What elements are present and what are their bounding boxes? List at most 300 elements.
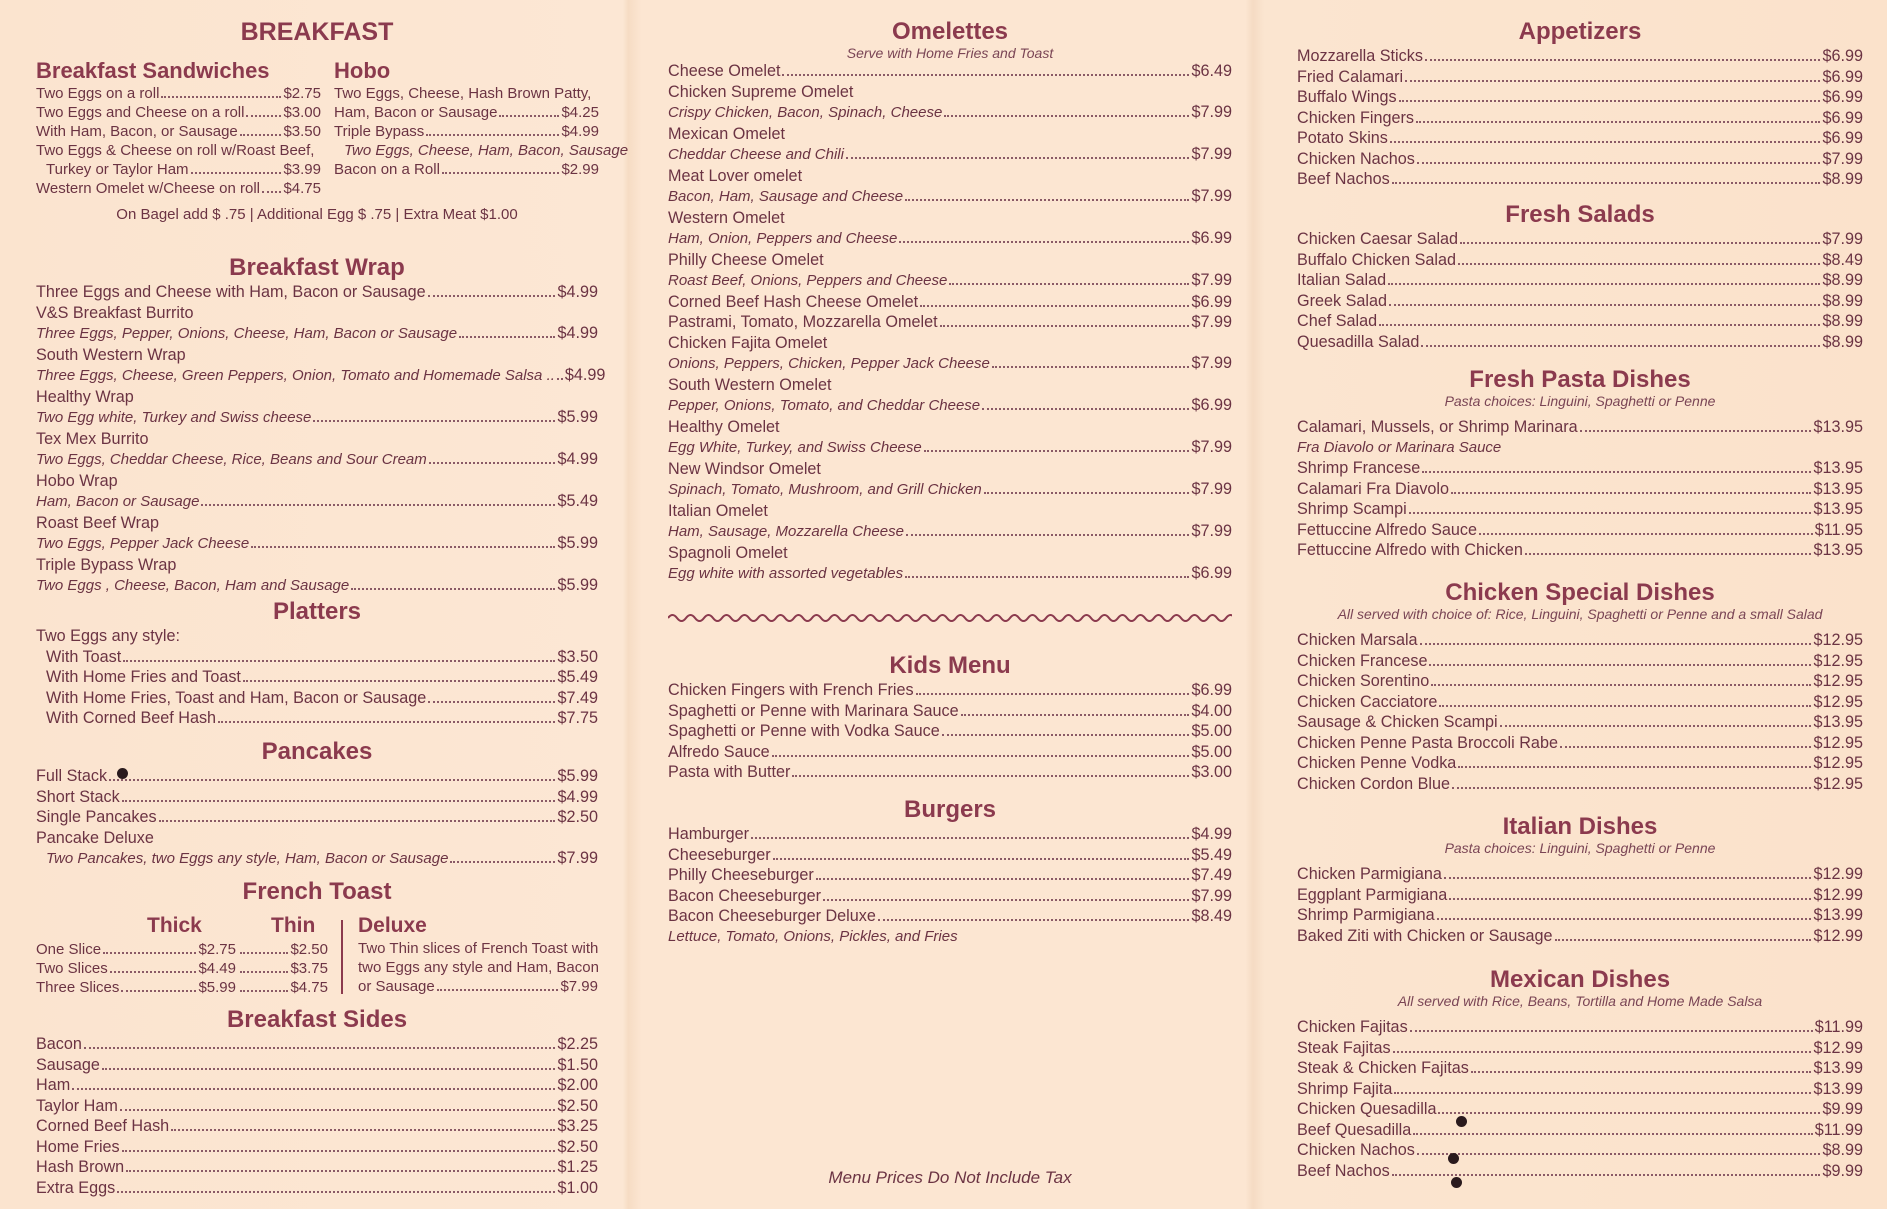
- leader-dots: [772, 755, 1190, 757]
- menu-item: [36, 1034, 598, 1055]
- item-name: Taylor Ham: [36, 1096, 118, 1115]
- leader-dots: [1421, 345, 1820, 347]
- item-price: $3.50: [557, 647, 598, 666]
- item-name: Turkey or Taylor Ham: [46, 161, 189, 178]
- item-name: With Home Fries and Toast: [46, 668, 241, 686]
- menu-item: [36, 787, 598, 808]
- menu-item: [1297, 885, 1863, 906]
- item-price: $5.99: [557, 534, 598, 552]
- menu-item: [1297, 46, 1863, 67]
- leader-dots: [262, 191, 281, 193]
- leader-dots: [313, 420, 555, 422]
- item-name: Chicken Cordon Blue: [1297, 774, 1450, 793]
- french-toast-thin-header: Thin: [271, 914, 316, 937]
- leader-dots: [782, 74, 1189, 76]
- item-name: Chicken Fajitas: [1297, 1018, 1408, 1036]
- item-price: $9.99: [1822, 1161, 1863, 1180]
- item-name: Chicken Nachos: [1297, 149, 1415, 168]
- menu-item: [668, 824, 1232, 845]
- item-name: Fettuccine Alfredo with Chicken: [1297, 541, 1523, 559]
- menu-item: [1297, 1058, 1863, 1079]
- omelettes-list: [668, 61, 1232, 585]
- item-price: $2.50: [557, 1096, 598, 1115]
- menu-item-description: [668, 102, 1232, 124]
- item-name: Spagnoli Omelet: [668, 543, 788, 562]
- item-name: Italian Salad: [1297, 271, 1387, 289]
- menu-item: [36, 1157, 598, 1178]
- item-name: Chicken Fajita Omelet: [668, 333, 828, 352]
- item-name: Beef Nachos: [1297, 170, 1390, 188]
- menu-item-description: [36, 533, 598, 555]
- item-price: $6.99: [1191, 564, 1232, 582]
- item-name: Beef Quesadilla: [1297, 1120, 1412, 1139]
- menu-item-description: [36, 407, 598, 429]
- leader-dots: [773, 858, 1190, 860]
- leader-dots: [122, 800, 556, 802]
- item-price: $7.99: [1191, 354, 1232, 372]
- item-price: $3.25: [557, 1117, 598, 1135]
- menu-item: [668, 906, 1232, 927]
- item-price: $8.49: [1822, 250, 1863, 269]
- item-price: $6.99: [1191, 229, 1232, 247]
- item-price: $6.99: [1822, 88, 1863, 106]
- leader-dots: [1410, 1030, 1813, 1032]
- french-toast-row: [36, 959, 236, 978]
- item-name: Ham, Sausage, Mozzarella Cheese: [668, 523, 904, 540]
- item-name: Western Omelet w/Cheese on roll: [36, 180, 260, 197]
- pancake-deluxe-price: $7.99: [557, 849, 598, 867]
- item-price: $4.99: [557, 450, 598, 468]
- menu-item: [46, 708, 598, 729]
- item-name: Mexican Omelet: [668, 124, 785, 143]
- leader-dots: [459, 336, 555, 338]
- leader-dots: [916, 693, 1190, 695]
- leader-dots: [126, 1170, 555, 1172]
- item-name: Ham, Bacon or Sausage: [36, 493, 200, 510]
- item-price: $1.50: [557, 1055, 598, 1074]
- leader-dots: [240, 134, 282, 136]
- item-price: $7.75: [557, 709, 598, 727]
- menu-item: [36, 1178, 598, 1199]
- item-name: Chicken Sorentino: [1297, 672, 1430, 690]
- menu-item: [1297, 520, 1863, 541]
- item-price: $5.00: [1191, 742, 1232, 761]
- leader-dots: [103, 952, 196, 954]
- item-price: $5.49: [557, 492, 598, 510]
- breakfast-wrap-title: Breakfast Wrap: [229, 254, 405, 281]
- pancakes-title: Pancakes: [261, 738, 373, 765]
- item-name: Short Stack: [36, 787, 120, 806]
- kids-menu-list: [668, 680, 1232, 783]
- burgers-section: [668, 796, 1232, 947]
- menu-item-description: [668, 521, 1232, 543]
- item-price: $12.95: [1813, 774, 1863, 793]
- leader-dots: [1394, 1092, 1811, 1094]
- menu-item: [1297, 1017, 1863, 1038]
- menu-item: [668, 680, 1232, 701]
- item-name: Potato Skins: [1297, 129, 1388, 147]
- item-name: Eggplant Parmigiana: [1297, 885, 1448, 904]
- triple-bypass-desc: Two Eggs, Cheese, Ham, Bacon, Sausage: [344, 142, 629, 159]
- leader-dots: [426, 134, 559, 136]
- leader-dots: [992, 366, 1190, 368]
- platters-title: Platters: [272, 598, 362, 625]
- leader-dots: [899, 241, 1189, 243]
- menu-item-description: [668, 270, 1232, 292]
- leader-dots: [1422, 471, 1811, 473]
- leader-dots: [905, 199, 1189, 201]
- item-name: Steak & Chicken Fajitas: [1297, 1059, 1469, 1077]
- leader-dots: [1392, 1174, 1821, 1176]
- item-name: Chef Salad: [1297, 312, 1378, 330]
- item-name: Three Eggs and Cheese with Ham, Bacon or Sausage: [36, 283, 426, 301]
- item-name: Pastrami, Tomato, Mozzarella Omelet: [668, 313, 938, 331]
- menu-item: [1297, 332, 1863, 353]
- menu-item: [668, 865, 1232, 886]
- item-name: Roast Beef Wrap: [36, 513, 159, 532]
- item-name: Chicken Fingers with French Fries: [668, 681, 914, 699]
- french-toast-deluxe-header: Deluxe: [358, 914, 427, 937]
- breakfast-sides-list: [36, 1034, 598, 1198]
- item-price: $4.99: [557, 283, 598, 301]
- menu-item: [1297, 1079, 1863, 1100]
- item-name: Steak Fajitas: [1297, 1038, 1391, 1057]
- leader-dots: [102, 1068, 556, 1070]
- leader-dots: [1555, 939, 1812, 941]
- item-name: Chicken Caesar Salad: [1297, 230, 1459, 248]
- item-price: $7.99: [1191, 187, 1232, 205]
- item-price: $7.99: [1822, 230, 1863, 248]
- item-price: $3.50: [283, 123, 321, 140]
- burgers-title: Burgers: [903, 796, 997, 823]
- menu-item: [668, 721, 1232, 742]
- mexican-list: [1297, 1017, 1863, 1181]
- item-name: Spaghetti or Penne with Marinara Sauce: [668, 701, 959, 720]
- item-price: $12.99: [1813, 926, 1863, 945]
- menu-item: [1297, 87, 1863, 108]
- french-toast-row: [36, 978, 236, 997]
- menu-item-description: [668, 563, 1232, 585]
- hobo-line1: Two Eggs, Cheese, Hash Brown Patty,: [334, 85, 592, 102]
- item-name: Western Omelet: [668, 208, 785, 227]
- leader-dots: [792, 775, 1189, 777]
- item-price: $8.99: [1822, 271, 1863, 289]
- menu-item-description: [36, 491, 598, 513]
- platters-intro: Two Eggs any style:: [36, 627, 180, 645]
- divider-line: [341, 920, 343, 994]
- item-name: Hash Brown: [36, 1158, 125, 1176]
- menu-item: [1297, 270, 1863, 291]
- item-name: Philly Cheese Omelet: [668, 250, 824, 269]
- french-toast-deluxe-line2: two Eggs any style and Ham, Bacon: [358, 959, 599, 976]
- leader-dots: [117, 1191, 555, 1193]
- italian-list: [1297, 864, 1863, 946]
- item-name: Cheeseburger: [668, 845, 771, 864]
- item-price: $4.99: [557, 324, 598, 342]
- item-name: Two Egg white, Turkey and Swiss cheese: [36, 409, 312, 426]
- item-name: Pepper, Onions, Tomato, and Cheddar Cheese: [668, 397, 981, 414]
- menu-item-description: [668, 437, 1232, 459]
- item-name: Beef Nachos: [1297, 1161, 1390, 1180]
- item-name: Egg white with assorted vegetables: [668, 565, 904, 582]
- item-price: $4.75: [283, 180, 321, 197]
- leader-dots: [72, 1088, 555, 1090]
- leader-dots: [906, 534, 1190, 536]
- leader-dots: [984, 492, 1190, 494]
- wavy-divider: [668, 610, 1232, 626]
- item-price: $11.99: [1814, 1018, 1863, 1036]
- chicken-special-list: [1297, 630, 1863, 794]
- leader-dots: [240, 971, 288, 973]
- thick-price: $2.75: [198, 941, 236, 958]
- item-price: $7.99: [1191, 480, 1232, 498]
- leader-dots: [1399, 100, 1821, 102]
- french-toast-thin-cell: [238, 978, 328, 997]
- menu-item: [1297, 926, 1863, 947]
- french-toast-row: [36, 940, 236, 959]
- leader-dots: [122, 1150, 556, 1152]
- item-price: $2.00: [557, 1076, 598, 1094]
- pasta-first-desc: Fra Diavolo or Marinara Sauce: [1297, 438, 1502, 456]
- item-price: $7.99: [1822, 149, 1863, 168]
- menu-item: [36, 1137, 598, 1158]
- item-name: South Western Omelet: [668, 375, 832, 394]
- chicken-special-subtitle: All served with choice of: Rice, Linguini, Spaghetti or Penne and a small Salad: [1337, 606, 1823, 622]
- pancake-deluxe-desc: Two Pancakes, two Eggs any style, Ham, Bacon or Sausage: [46, 850, 449, 867]
- menu-item: [1297, 630, 1863, 651]
- leader-dots: [905, 576, 1189, 578]
- kids-menu-title: Kids Menu: [889, 652, 1011, 679]
- leader-dots: [1438, 1112, 1820, 1114]
- leader-dots: [944, 115, 1189, 117]
- item-price: $12.99: [1813, 865, 1863, 883]
- item-price: $13.95: [1813, 713, 1863, 731]
- item-price: $7.99: [1191, 271, 1232, 289]
- burgers-list: [668, 824, 1232, 927]
- marker-dot: [1448, 1153, 1459, 1164]
- triple-bypass-row: [334, 122, 599, 141]
- menu-item: [36, 84, 321, 103]
- french-toast-thin-cell: [238, 940, 328, 959]
- leader-dots: [246, 115, 281, 117]
- item-name: Three Slices: [36, 979, 120, 996]
- leader-dots: [159, 820, 556, 822]
- menu-item: [36, 1055, 598, 1076]
- menu-item: [1297, 458, 1863, 479]
- item-price: $1.00: [557, 1178, 598, 1197]
- item-name: Two Eggs , Cheese, Bacon, Ham and Sausage: [36, 577, 350, 594]
- item-name: Pasta with Butter: [668, 763, 791, 781]
- menu-item: [1297, 905, 1863, 926]
- item-name: Alfredo Sauce: [668, 742, 770, 761]
- item-name: Two Eggs, Cheddar Cheese, Rice, Beans and Sour Cream: [36, 451, 427, 468]
- item-name: Three Eggs, Cheese, Green Peppers, Onion, Tomato and Homemade Salsa ..: [36, 367, 555, 384]
- leader-dots: [1409, 512, 1812, 514]
- item-name: V&S Breakfast Burrito: [36, 303, 194, 322]
- menu-item: [36, 282, 598, 303]
- leader-dots: [949, 283, 1189, 285]
- menu-item: [1297, 479, 1863, 500]
- item-name: Chicken Penne Vodka: [1297, 754, 1457, 772]
- item-name: Healthy Omelet: [668, 417, 780, 436]
- tax-notice: Menu Prices Do Not Include Tax: [828, 1168, 1072, 1187]
- leader-dots: [816, 878, 1190, 880]
- item-price: $11.99: [1814, 1120, 1863, 1139]
- item-name: Chicken Fingers: [1297, 108, 1414, 127]
- leader-dots: [823, 899, 1190, 901]
- italian-title: Italian Dishes: [1502, 813, 1658, 840]
- leader-dots: [1425, 59, 1821, 61]
- item-price: $2.50: [557, 808, 598, 826]
- menu-item: [1297, 250, 1863, 271]
- italian-subtitle: Pasta choices: Linguini, Spaghetti or Penne: [1444, 840, 1716, 856]
- leader-dots: [1405, 80, 1820, 82]
- french-toast-deluxe-line1: Two Thin slices of French Toast with: [358, 940, 599, 957]
- menu-item: [46, 688, 598, 709]
- item-name: Two Eggs, Pepper Jack Cheese: [36, 535, 250, 552]
- item-price: $13.95: [1813, 479, 1863, 498]
- kids-menu-section: [668, 652, 1232, 783]
- mexican-subtitle: All served with Rice, Beans, Tortilla and Home Made Salsa: [1397, 993, 1763, 1009]
- omelettes-section: [668, 18, 1232, 585]
- marker-dot: [117, 768, 128, 779]
- item-price: $6.99: [1191, 681, 1232, 699]
- menu-item: [1297, 733, 1863, 754]
- leader-dots: [1479, 533, 1813, 535]
- item-name: Italian Omelet: [668, 501, 768, 520]
- item-price: $7.99: [1191, 886, 1232, 905]
- leader-dots: [1437, 918, 1812, 920]
- leader-dots: [1460, 242, 1820, 244]
- item-name: Two Eggs on a roll: [36, 85, 160, 102]
- item-name: With Home Fries, Toast and Ham, Bacon or Sausage: [46, 688, 427, 707]
- item-price: $12.99: [1813, 885, 1863, 904]
- item-name: With Toast: [46, 647, 122, 666]
- menu-item-description: [36, 365, 606, 387]
- leader-dots: [1444, 877, 1812, 879]
- menu-item: [1297, 774, 1863, 795]
- pasta-first-name: Calamari, Mussels, or Shrimp Marinara: [1297, 418, 1578, 436]
- item-price: $13.95: [1813, 500, 1863, 518]
- menu-item: [1297, 108, 1863, 129]
- item-price: $13.99: [1813, 1059, 1863, 1077]
- menu-item: [668, 742, 1232, 763]
- item-price: $6.99: [1191, 396, 1232, 414]
- menu-item: [668, 845, 1232, 866]
- chicken-special-title: Chicken Special Dishes: [1445, 579, 1715, 606]
- item-name: Sausage & Chicken Scampi: [1297, 713, 1498, 731]
- mexican-title: Mexican Dishes: [1489, 966, 1671, 993]
- item-name: Chicken Supreme Omelet: [668, 82, 854, 101]
- item-price: $6.49: [1191, 62, 1232, 80]
- item-price: $8.99: [1822, 291, 1863, 310]
- fresh-salads-list: [1297, 229, 1863, 352]
- menu-item: [668, 762, 1232, 783]
- appetizers-list: [1297, 46, 1863, 190]
- item-price: $7.99: [1191, 522, 1232, 540]
- menu-item: [1297, 712, 1863, 733]
- leader-dots: [1390, 141, 1821, 143]
- leader-dots: [201, 504, 555, 506]
- marker-dot: [1451, 1177, 1462, 1188]
- item-price: $12.95: [1813, 733, 1863, 752]
- item-price: $13.95: [1813, 541, 1863, 559]
- item-price: $5.99: [557, 408, 598, 426]
- item-price: $2.50: [557, 1137, 598, 1156]
- leader-dots: [557, 378, 563, 380]
- item-name: With Ham, Bacon, or Sausage: [36, 123, 238, 140]
- appetizers-section: [1297, 18, 1863, 190]
- item-name: Three Eggs, Pepper, Onions, Cheese, Ham, Bacon or Sausage: [36, 325, 458, 342]
- item-name: Buffalo Chicken Salad: [1297, 250, 1456, 269]
- item-name: Chicken Cacciatore: [1297, 692, 1438, 711]
- leader-dots: [1420, 643, 1812, 645]
- item-price: $7.49: [557, 688, 598, 707]
- leader-dots: [982, 408, 1189, 410]
- menu-item: [36, 160, 321, 179]
- leader-dots: [120, 1109, 556, 1111]
- menu-item: [668, 701, 1232, 722]
- menu-item: [1297, 169, 1863, 190]
- item-price: $7.99: [1191, 313, 1232, 331]
- leader-dots: [1413, 1133, 1812, 1135]
- leader-dots: [428, 701, 555, 703]
- leader-dots: [1458, 263, 1821, 265]
- item-price: $6.99: [1822, 129, 1863, 147]
- leader-dots: [84, 1047, 556, 1049]
- item-name: Buffalo Wings: [1297, 88, 1397, 106]
- italian-section: [1297, 813, 1863, 946]
- leader-dots: [878, 919, 1190, 921]
- bacon-roll-name: Bacon on a Roll: [334, 161, 440, 178]
- item-price: $13.99: [1813, 1079, 1863, 1098]
- leader-dots: [1417, 162, 1821, 164]
- item-price: $8.99: [1822, 312, 1863, 330]
- item-price: $5.49: [557, 668, 598, 686]
- item-price: $12.95: [1813, 692, 1863, 711]
- pancake-deluxe-name: Pancake Deluxe: [36, 828, 154, 847]
- item-name: With Corned Beef Hash: [46, 709, 217, 727]
- leader-dots: [109, 779, 555, 781]
- leader-dots: [751, 837, 1190, 839]
- menu-item: [36, 179, 321, 198]
- item-price: $12.95: [1813, 631, 1863, 649]
- menu-item: [1297, 753, 1863, 774]
- menu-item: [46, 667, 598, 688]
- hobo-title: Hobo: [334, 58, 391, 83]
- item-price: $6.99: [1822, 47, 1863, 65]
- leader-dots: [171, 1129, 555, 1131]
- leader-dots: [428, 295, 556, 297]
- item-name: One Slice: [36, 941, 102, 958]
- menu-item-description: [668, 186, 1232, 208]
- item-name: Chicken Marsala: [1297, 631, 1418, 649]
- item-price: $13.95: [1813, 459, 1863, 477]
- leader-dots: [1439, 705, 1811, 707]
- triple-bypass-price: $4.99: [561, 123, 599, 140]
- leader-dots: [942, 734, 1190, 736]
- pancake-deluxe-row: [36, 848, 598, 870]
- item-price: $6.99: [1822, 108, 1863, 127]
- leader-dots: [1500, 725, 1812, 727]
- menu-item: [668, 292, 1232, 313]
- item-name: Chicken Francese: [1297, 651, 1428, 670]
- item-price: $12.99: [1813, 1038, 1863, 1057]
- leader-dots: [123, 660, 555, 662]
- item-name: Ham, Onion, Peppers and Cheese: [668, 230, 898, 247]
- menu-item: [1297, 651, 1863, 672]
- item-price: $13.99: [1813, 906, 1863, 924]
